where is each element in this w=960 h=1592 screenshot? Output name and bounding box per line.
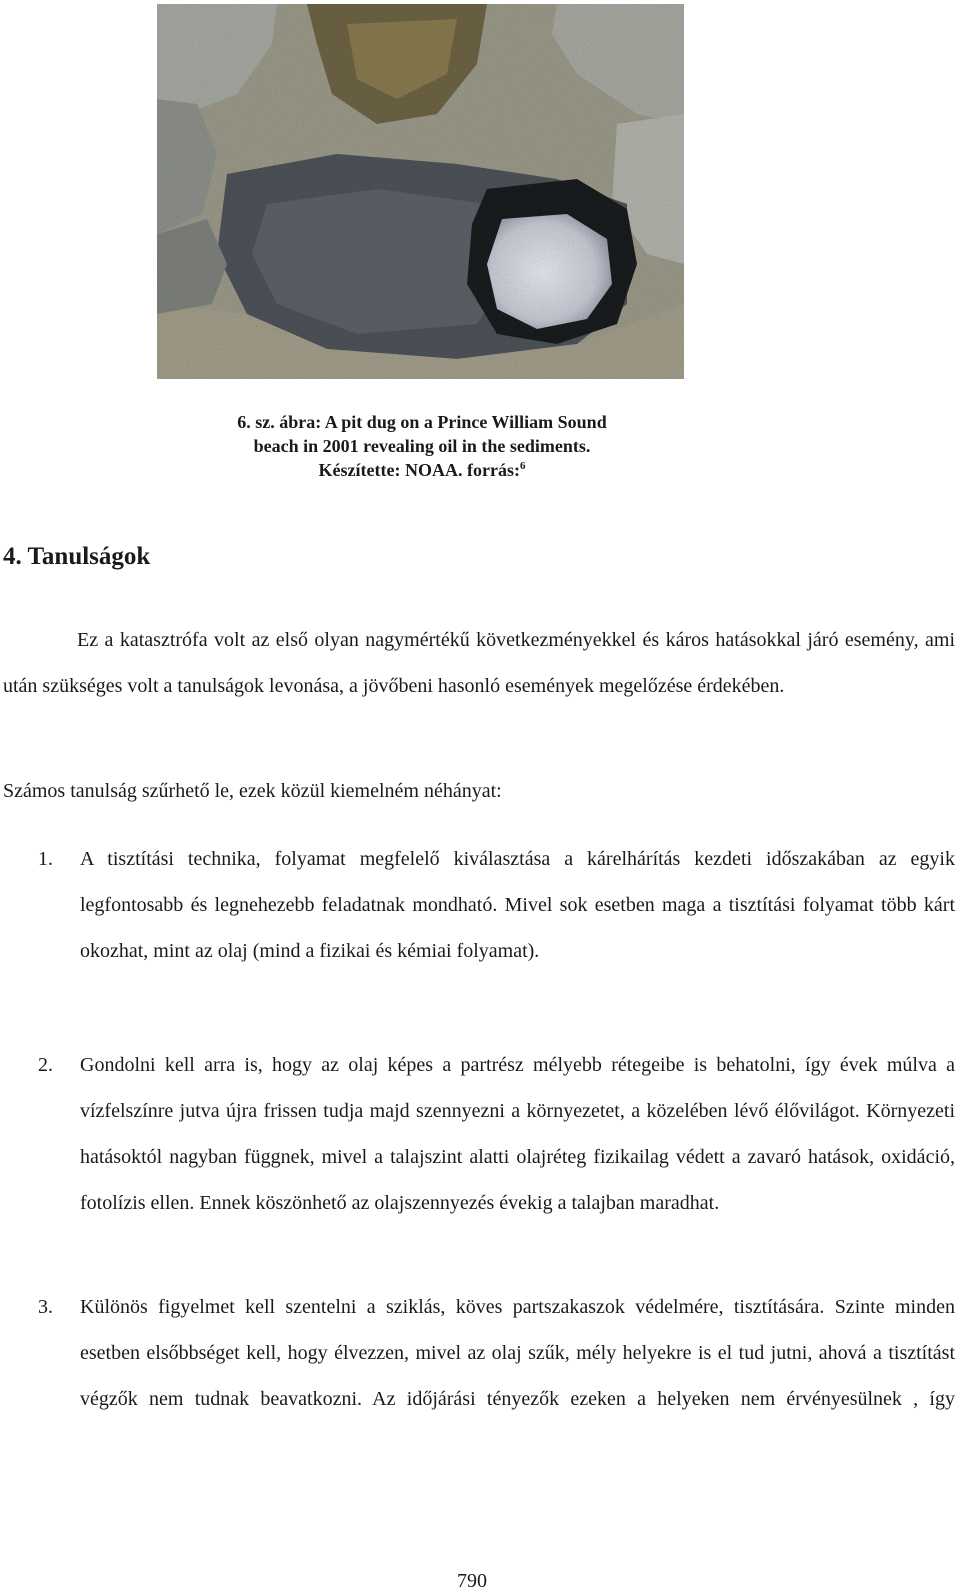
list-item-text: Gondolni kell arra is, hogy az olaj képes a partrész mélyebb rétegeibe is behatolni, így évek múlva a vízfelszínre jutva újra frissen tudja majd szennyezni a környezetet, a közelében lévő élővilágot. Környezeti hatásoktól nagyban függnek, mivel a talajszint alatti olajréteg fizikailag védett a zavaró hatások, oxidáció, fotolízis ellen. Ennek köszönhető az olajszennyezés évekig a talajban maradhat. xyxy=(80,1054,955,1214)
list-number: 2. xyxy=(38,1054,53,1076)
list-item-text: Különös figyelmet kell szentelni a sziklás, köves partszakaszok védelmére, tisztítására. Szinte minden esetben elsőbbséget kell, hogy élvezzen, mivel az olaj szűk, mély helyekre is el tud jutni, ahová a tisztítást végzők nem tudnak beavatkozni. Az időjárási tényezők ezeken a helyeken nem érvényesülnek , így xyxy=(80,1296,955,1410)
list-number: 1. xyxy=(38,848,53,870)
page-number: 790 xyxy=(457,1570,487,1592)
list-number: 3. xyxy=(38,1296,53,1318)
intro-paragraph: Ez a katasztrófa volt az első olyan nagymértékű következményekkel és káros hatásokkal járó esemény, ami után szükséges volt a tanulságok levonása, a jövőbeni hasonló események megelőzése érdekében. xyxy=(3,629,955,697)
caption-source: Készítette: NOAA. forrás: xyxy=(318,460,520,480)
lessons-lead-paragraph: Számos tanulság szűrhető le, ezek közül kiemelném néhányat: xyxy=(3,780,502,802)
list-item-text: A tisztítási technika, folyamat megfelelő kiválasztása a kárelhárítás kezdeti időszakában az egyik legfontosabb és legnehezebb feladatnak mondható. Mivel sok esetben maga a tisztítási folyamat több kárt okozhat, mint az olaj (mind a fizikai és kémiai folyamat). xyxy=(80,848,955,962)
section-heading: 4. Tanulságok xyxy=(3,543,151,570)
caption-line-2: beach in 2001 revealing oil in the sediments. xyxy=(253,436,591,456)
caption-line-1: 6. sz. ábra: A pit dug on a Prince William Sound xyxy=(237,412,607,432)
caption-line-3 xyxy=(0,458,844,482)
beach-pit-photo xyxy=(157,4,684,379)
figure-caption xyxy=(0,410,844,482)
footnote-reference[interactable]: 6 xyxy=(519,460,526,472)
